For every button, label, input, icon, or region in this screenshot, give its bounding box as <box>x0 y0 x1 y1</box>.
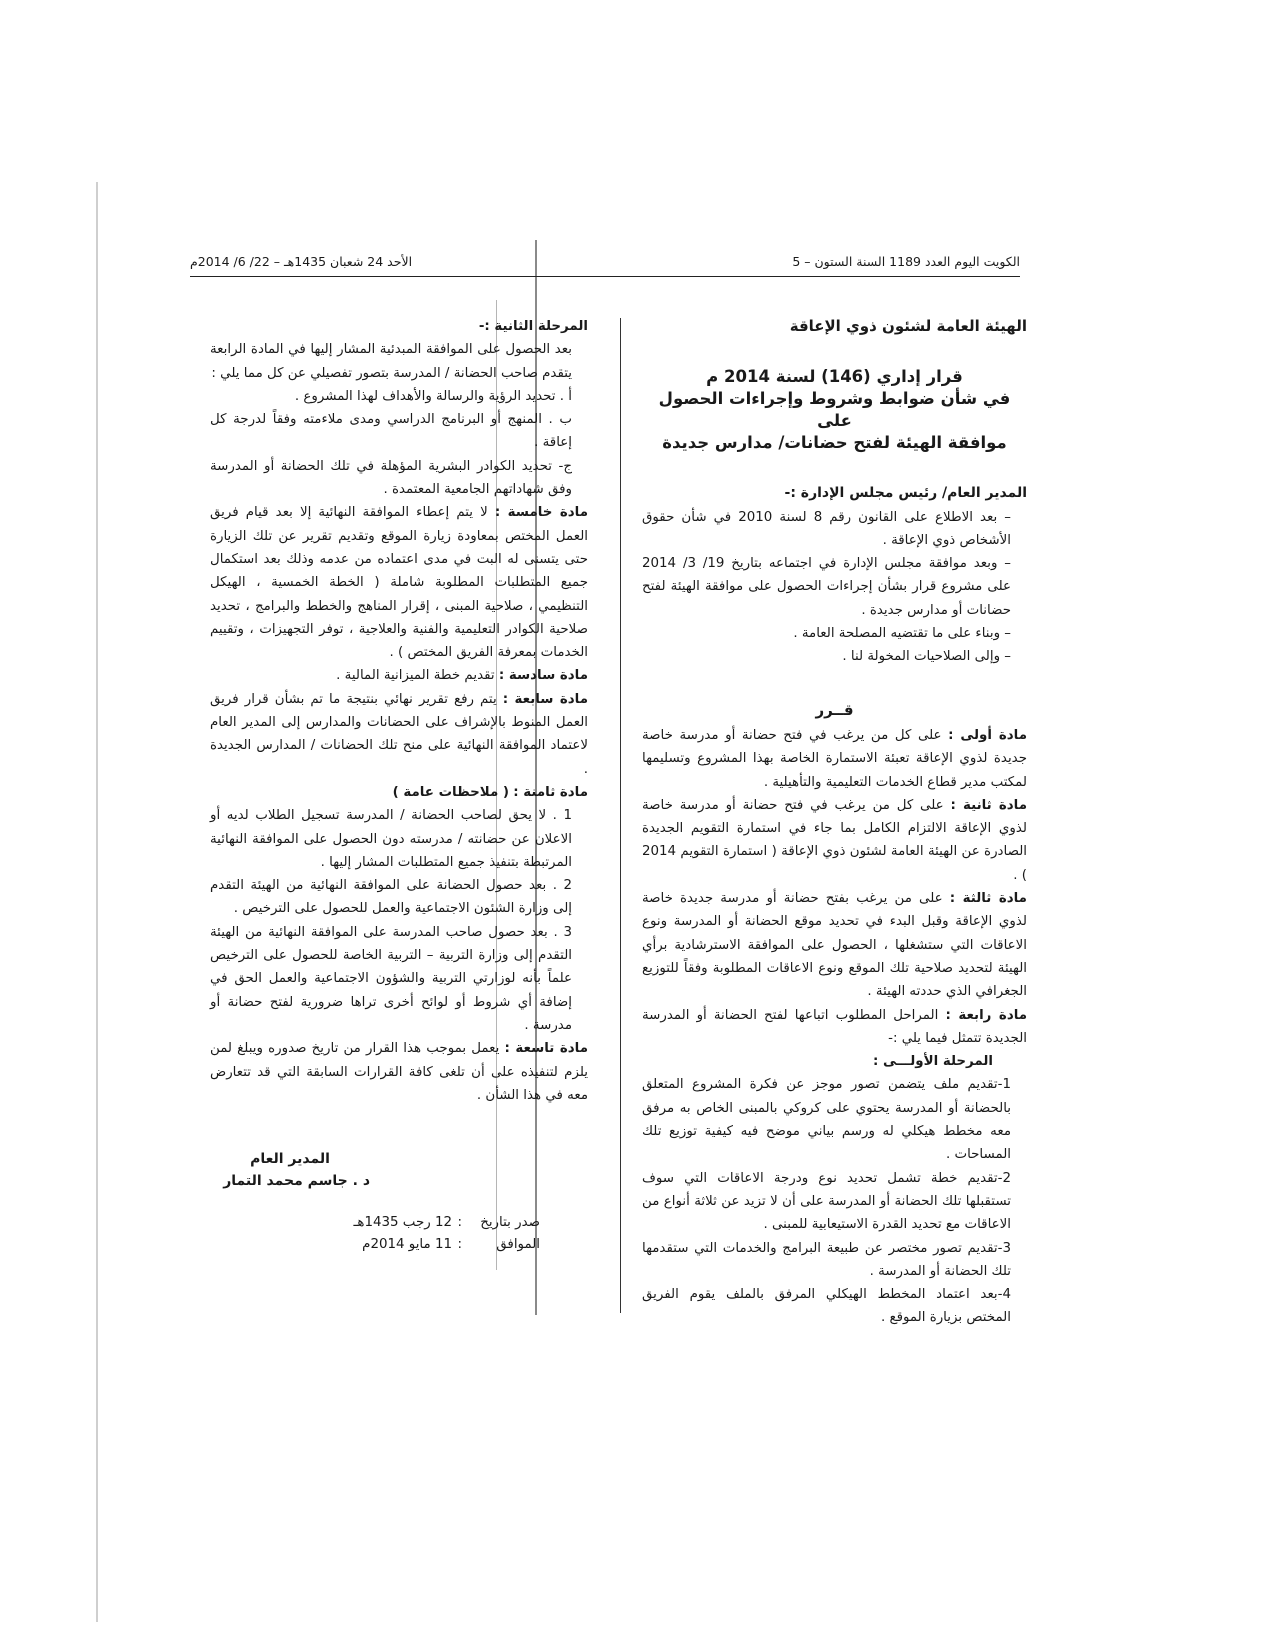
stage-1-item-3: 3-تقديم تصور مختصر عن طبيعة البرامج والخدمات التي ستقدمها تلك الحضانة أو المدرسة . <box>642 1240 1011 1279</box>
article-2 <box>642 794 1027 887</box>
title-line-1: قرار إداري (146) لسنة 2014 م <box>706 367 963 387</box>
right-column <box>642 315 1027 1330</box>
signature-block <box>210 1148 370 1192</box>
article-1 <box>642 724 1027 794</box>
colon: : <box>457 1237 462 1252</box>
stage-1-item-4: 4-بعد اعتماد المخطط الهيكلي المرفق بالملف يقوم الفريق المختص بزيارة الموقع . <box>642 1287 1011 1326</box>
recital-4: – وإلى الصلاحيات المخولة لنا . <box>842 649 1011 665</box>
article-5-text: لا يتم إعطاء الموافقة النهائية إلا بعد قيام فريق العمل المختص بمعاودة زيارة الموقع وتقديم تقرير عن تلك الزيارة حتى يتسنى له البت في مدى اعتماده من عدمه وذلك بعد استكمال جميع المتطلبات المطلوبة شاملة ( الخطة الخمسية ، الهيكل التنظيمي ، صلاحية المبنى ، إقرار المناهج والخطط والبرامج ، تحديد صلاحية الكوادر التعليمية والفنية والعلاجية ، توفر التجهيزات ، وتقييم الخدمات بمعرفة الفريق المختص ) . <box>210 505 588 661</box>
resolved-heading: قــرر <box>815 700 854 719</box>
article-1-label: مادة أولى : <box>948 727 1027 743</box>
equivalent-value: 11 مايو 2014م <box>362 1237 452 1252</box>
header-date: الأحد 24 شعبان 1435هـ – 22/ 6/ 2014م <box>190 254 413 269</box>
article-7-text: يتم رفع تقرير نهائي بنتيجة ما تم بشأن قرار فريق العمل المنوط بالإشراف على الحضانات والمدارس إلى المدير العام لاعتماد الموافقة النهائية على منح تلك الحضانات / المدارس الجديدة . <box>210 691 588 777</box>
article-4-label: مادة رابعة : <box>945 1007 1028 1023</box>
article-9-label: مادة تاسعة : <box>504 1041 588 1057</box>
article-3 <box>642 887 1027 1003</box>
equivalent-label: الموافق <box>496 1237 540 1252</box>
page-header <box>190 250 1020 277</box>
note-2: 2 . بعد حصول الحضانة على الموافقة النهائية من الهيئة التقدم إلى وزارة الشئون الاجتماعية والعمل للحصول على الترخيص . <box>210 878 572 917</box>
stage-1-heading: المرحلة الأولـــى : <box>872 1054 993 1070</box>
issued-date-row <box>300 1212 540 1234</box>
article-7 <box>210 688 588 781</box>
article-5 <box>210 501 588 664</box>
title-line-3: موافقة الهيئة لفتح حضانات/ مدارس جديدة <box>662 433 1007 453</box>
issued-label: صدر بتاريخ <box>480 1215 540 1230</box>
article-7-label: مادة سابعة : <box>502 691 588 707</box>
article-1-text: على كل من يرغب في فتح حضانة أو مدرسة خاصة جديدة لذوي الإعاقة تعبئة الاستمارة الخاصة بهذا المشروع وتسليمها لمكتب مدير قطاع الخدمات التعليمية والتأهيلية . <box>642 727 1027 790</box>
article-6-text: تقديم خطة الميزانية المالية . <box>336 668 495 684</box>
article-2-text: على كل من يرغب في فتح حضانة أو مدرسة خاصة لذوي الإعاقة الالتزام الكامل بما جاء في استمارة التقويم الجديدة الصادرة عن الهيئة العامة لشئون ذوي الإعاقة ( استمارة التقويم 2014 ) . <box>642 797 1027 883</box>
article-9 <box>210 1037 588 1107</box>
column-divider <box>620 318 621 1313</box>
article-8-label: مادة ثامنة : <box>513 784 588 800</box>
article-4-text: المراحل المطلوب اتباعها لفتح الحضانة أو المدرسة الجديدة تتمثل فيما يلي :- <box>642 1007 1027 1046</box>
recital-1: – بعد الاطلاع على القانون رقم 8 لسنة 2010 في شأن حقوق الأشخاص ذوي الإعاقة . <box>642 509 1011 548</box>
stage-2-intro: بعد الحصول على الموافقة المبدئية المشار إليها في المادة الرابعة يتقدم صاحب الحضانة / المدرسة بتصور تفصيلي عن كل مما يلي : <box>210 342 572 381</box>
signature-name: د . جاسم محمد التمار <box>223 1173 370 1189</box>
scan-edge <box>96 182 98 1622</box>
header-issue-info: الكويت اليوم العدد 1189 السنة الستون – 5 <box>792 254 1020 269</box>
signature-title: المدير العام <box>250 1151 330 1167</box>
issuer-heading: المدير العام/ رئيس مجلس الإدارة :- <box>784 485 1027 502</box>
stage-2-item-a: أ . تحديد الرؤية والرسالة والأهداف لهذا المشروع . <box>294 388 572 404</box>
article-9-text: يعمل بموجب هذا القرار من تاريخ صدوره ويبلغ لمن يلزم لتنفيذه على أن تلغى كافة القرارات السابقة التي قد تتعارض معه في هذا الشأن . <box>210 1041 588 1103</box>
article-5-label: مادة خامسة : <box>494 505 588 521</box>
issue-dates <box>300 1212 540 1256</box>
article-6-label: مادة سادسة : <box>498 668 588 684</box>
stage-2-heading: المرحلة الثانية :- <box>478 319 588 334</box>
equivalent-date-row <box>300 1234 540 1256</box>
recital-3: – وبناء على ما تقتضيه المصلحة العامة . <box>793 626 1011 642</box>
note-1: 1 . لا يحق لصاحب الحضانة / المدرسة تسجيل الطلاب لديه أو الاعلان عن حضانته / مدرسته دون الحصول على الموافقة النهائية المرتبطة بتنفيذ جميع المتطلبات المشار إليها . <box>210 808 572 870</box>
left-column <box>210 315 588 1107</box>
article-8-text: ( ملاحظات عامة ) <box>392 784 510 800</box>
stage-1-item-2: 2-تقديم خطة تشمل تحديد نوع ودرجة الاعاقات التي سوف تستقبلها تلك الحضانة أو المدرسة على أن لا تزيد عن ثلاثة أنواع من الاعاقات مع تحديد القدرة الاستيعابية للمبنى . <box>642 1170 1011 1233</box>
article-8 <box>210 781 588 804</box>
title-line-2: في شأن ضوابط وشروط وإجراءات الحصول على <box>658 389 1011 431</box>
article-2-label: مادة ثانية : <box>950 797 1027 813</box>
stage-1-item-1: 1-تقديم ملف يتضمن تصور موجز عن فكرة المشروع المتعلق بالحضانة أو المدرسة يحتوي على كروكي بالمبنى الخاص به مرفق معه مخطط هيكلي له ورسم بياني موضح فيه كيفية توزيع تلك المساحات . <box>642 1077 1011 1163</box>
stage-2-item-c: ج- تحديد الكوادر البشرية المؤهلة في تلك الحضانة أو المدرسة وفق شهاداتهم الجامعية المعتمدة . <box>210 458 572 498</box>
colon: : <box>457 1215 462 1230</box>
note-3: 3 . بعد حصول صاحب المدرسة على الموافقة النهائية من الهيئة التقدم إلى وزارة التربية – التربية الخاصة للحصول على الترخيص علماً بأنه لوزارتي التربية والشؤون الاجتماعية والعمل الحق في إضافة أي شروط أو لوائح أخرى تراها ضرورية لفتح حضانة أو مدرسة . <box>210 924 572 1033</box>
article-4 <box>642 1004 1027 1051</box>
issued-value: 12 رجب 1435هـ <box>353 1215 452 1230</box>
article-3-label: مادة ثالثة : <box>949 891 1027 907</box>
recital-2: – وبعد موافقة مجلس الإدارة في اجتماعه بتاريخ 19/ 3/ 2014 على مشروع قرار بشأن إجراءات الحصول على موافقة الهيئة لفتح حضانات أو مدارس جديدة . <box>642 556 1011 618</box>
decision-title <box>642 366 1027 454</box>
organization-name: الهيئة العامة لشئون ذوي الإعاقة <box>789 317 1027 335</box>
article-3-text: على من يرغب بفتح حضانة أو مدرسة جديدة خاصة لذوي الإعاقة وقبل البدء في تحديد موقع الحضانة أو المدرسة ونوع الاعاقات التي ستشغلها ، الحصول على الموافقة الاسترشادية برأي الهيئة لتحديد صلاحية تلك الموقع ونوع الاعاقات المطلوبة وفقاً للتوزيع الجغرافي الذي حددته الهيئة . <box>642 891 1027 1000</box>
stage-2-item-b: ب . المنهج أو البرنامج الدراسي ومدى ملاءمته وفقاً لدرجة كل إعاقة . <box>210 412 572 451</box>
article-6 <box>210 664 588 687</box>
